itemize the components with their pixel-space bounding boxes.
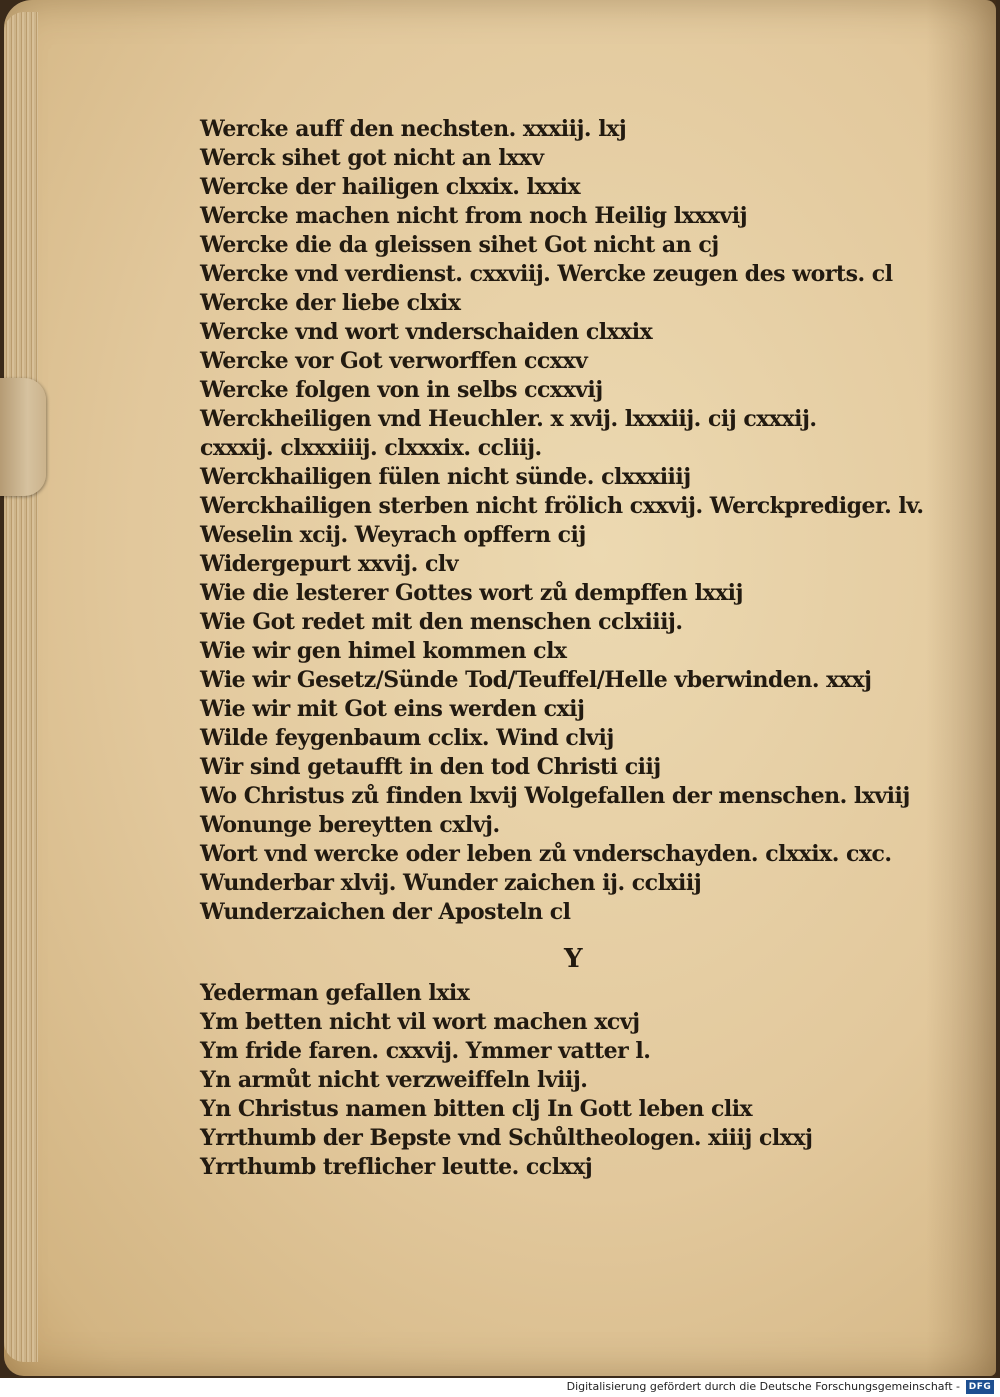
footer-bar [0, 1378, 1000, 1397]
index-line: Wilde feygenbaum cclix. Wind clvij [200, 725, 614, 751]
index-line: Werck sihet got nicht an lxxv [200, 145, 544, 171]
index-line: Weselin xcij. Weyrach opffern cij [200, 522, 586, 548]
index-line: cxxxij. clxxxiiij. clxxxix. ccliij. [200, 435, 542, 461]
index-line: Wie Got redet mit den menschen cclxiiij. [200, 609, 683, 635]
funding-credit: Digitalisierung gefördert durch die Deutsche Forschungsgemeinschaft - [566, 1380, 960, 1393]
index-line: Yn Christus namen bitten clj In Gott leben clix [200, 1096, 753, 1122]
index-line: Wunderzaichen der Aposteln cl [200, 899, 571, 925]
index-line: Wonunge bereytten cxlvj. [200, 812, 500, 838]
index-line: Widergepurt xxvij. clv [200, 551, 459, 577]
section-letter-heading: Y [564, 944, 583, 974]
index-line: Yrrthumb treflicher leutte. cclxxj [200, 1154, 593, 1180]
index-line: Wie wir gen himel kommen clx [200, 638, 567, 664]
index-line: Werckheiligen vnd Heuchler. x xvij. lxxxiij. cij cxxxij. [200, 406, 817, 432]
index-line: Wercke der liebe clxix [200, 290, 461, 316]
index-line: Yederman gefallen lxix [200, 980, 470, 1006]
index-line: Wie wir Gesetz/Sünde Tod/Teuffel/Helle vberwinden. xxxj [200, 667, 872, 693]
index-line: Wercke der hailigen clxxix. lxxix [200, 174, 581, 200]
index-line: Wir sind getaufft in den tod Christi ciij [200, 754, 661, 780]
index-line: Wercke folgen von in selbs ccxxvij [200, 377, 603, 403]
dfg-logo-icon: DFG [966, 1380, 994, 1394]
index-line: Yn armůt nicht verzweiffeln lviij. [200, 1067, 588, 1093]
index-line: Yrrthumb der Bepste vnd Schůltheologen. xiiij clxxj [200, 1125, 813, 1151]
index-line: Wercke machen nicht from noch Heilig lxxxvij [200, 203, 748, 229]
index-line: Ym betten nicht vil wort machen xcvj [200, 1009, 640, 1035]
index-line: Wercke vnd wort vnderschaiden clxxix [200, 319, 653, 345]
index-line: Werckhailigen fülen nicht sünde. clxxxiiij [200, 464, 691, 490]
index-line: Wie wir mit Got eins werden cxij [200, 696, 585, 722]
index-line: Wercke vor Got verworffen ccxxv [200, 348, 588, 374]
index-line: Wercke die da gleissen sihet Got nicht an cj [200, 232, 719, 258]
index-line: Wercke vnd verdienst. cxxviij. Wercke zeugen des worts. cl [200, 261, 893, 287]
index-line: Wunderbar xlvij. Wunder zaichen ij. cclxiij [200, 870, 702, 896]
index-line: Wercke auff den nechsten. xxxiij. lxj [200, 116, 627, 142]
index-line: Werckhailigen sterben nicht frölich cxxvij. Werckprediger. lv. [200, 493, 924, 519]
index-line: Wort vnd wercke oder leben zů vnderschayden. clxxix. cxc. [200, 841, 892, 867]
index-line: Wo Christus zů finden lxvij Wolgefallen der menschen. lxviij [200, 783, 910, 809]
index-line: Wie die lesterer Gottes wort zů dempffen lxxij [200, 580, 743, 606]
index-line: Ym fride faren. cxxvij. Ymmer vatter l. [200, 1038, 651, 1064]
